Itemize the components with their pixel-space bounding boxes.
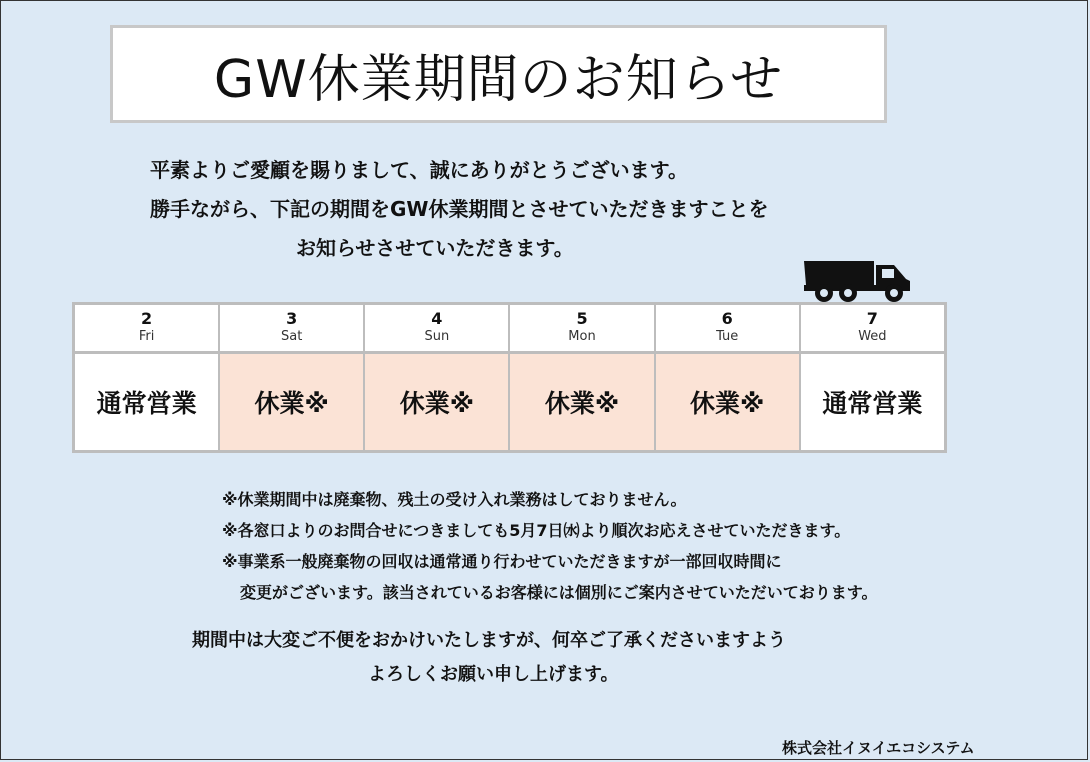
- dump-truck-icon: [802, 255, 914, 303]
- title-box: [110, 25, 887, 123]
- company-name: 株式会社イヌイエコシステム: [782, 739, 975, 757]
- day-header-4: 4 Sun: [364, 304, 509, 353]
- day-header-2: 2 Fri: [74, 304, 219, 353]
- intro-line-1: 平素よりご愛顧を賜りまして、誠にありがとうございます。: [150, 158, 688, 182]
- day-header-5: 5 Mon: [509, 304, 654, 353]
- day-status-5: 休業※: [509, 353, 654, 451]
- day-status-6: 休業※: [655, 353, 800, 451]
- day-status-3: 休業※: [219, 353, 364, 451]
- intro-line-2: 勝手ながら、下記の期間をGW休業期間とさせていただきますことを: [150, 197, 769, 221]
- closing-line-1: 期間中は大変ご不便をおかけいたしますが、何卒ご了承くださいますよう: [192, 630, 786, 651]
- day-header-7: 7 Wed: [800, 304, 945, 353]
- page-title: GW休業期間のお知らせ: [213, 49, 784, 110]
- day-header-6: 6 Tue: [655, 304, 800, 353]
- day-status-7: 通常営業: [800, 353, 945, 451]
- day-status-4: 休業※: [364, 353, 509, 451]
- note-2: ※各窓口よりのお問合せにつきましても5月7日㈬より順次お応えさせていただきます。: [222, 521, 851, 540]
- day-status-2: 通常営業: [74, 353, 219, 451]
- gw-calendar: [72, 302, 947, 453]
- note-4: 変更がございます。該当されているお客様には個別にご案内させていただいております。: [240, 583, 878, 602]
- note-1: ※休業期間中は廃棄物、残土の受け入れ業務はしておりません。: [222, 490, 687, 509]
- day-header-3: 3 Sat: [219, 304, 364, 353]
- closing-line-2: よろしくお願い申し上げます。: [368, 664, 619, 685]
- note-3: ※事業系一般廃棄物の回収は通常通り行わせていただきますが一部回収時間に: [222, 552, 782, 571]
- intro-line-3: お知らせさせていただきます。: [296, 236, 574, 260]
